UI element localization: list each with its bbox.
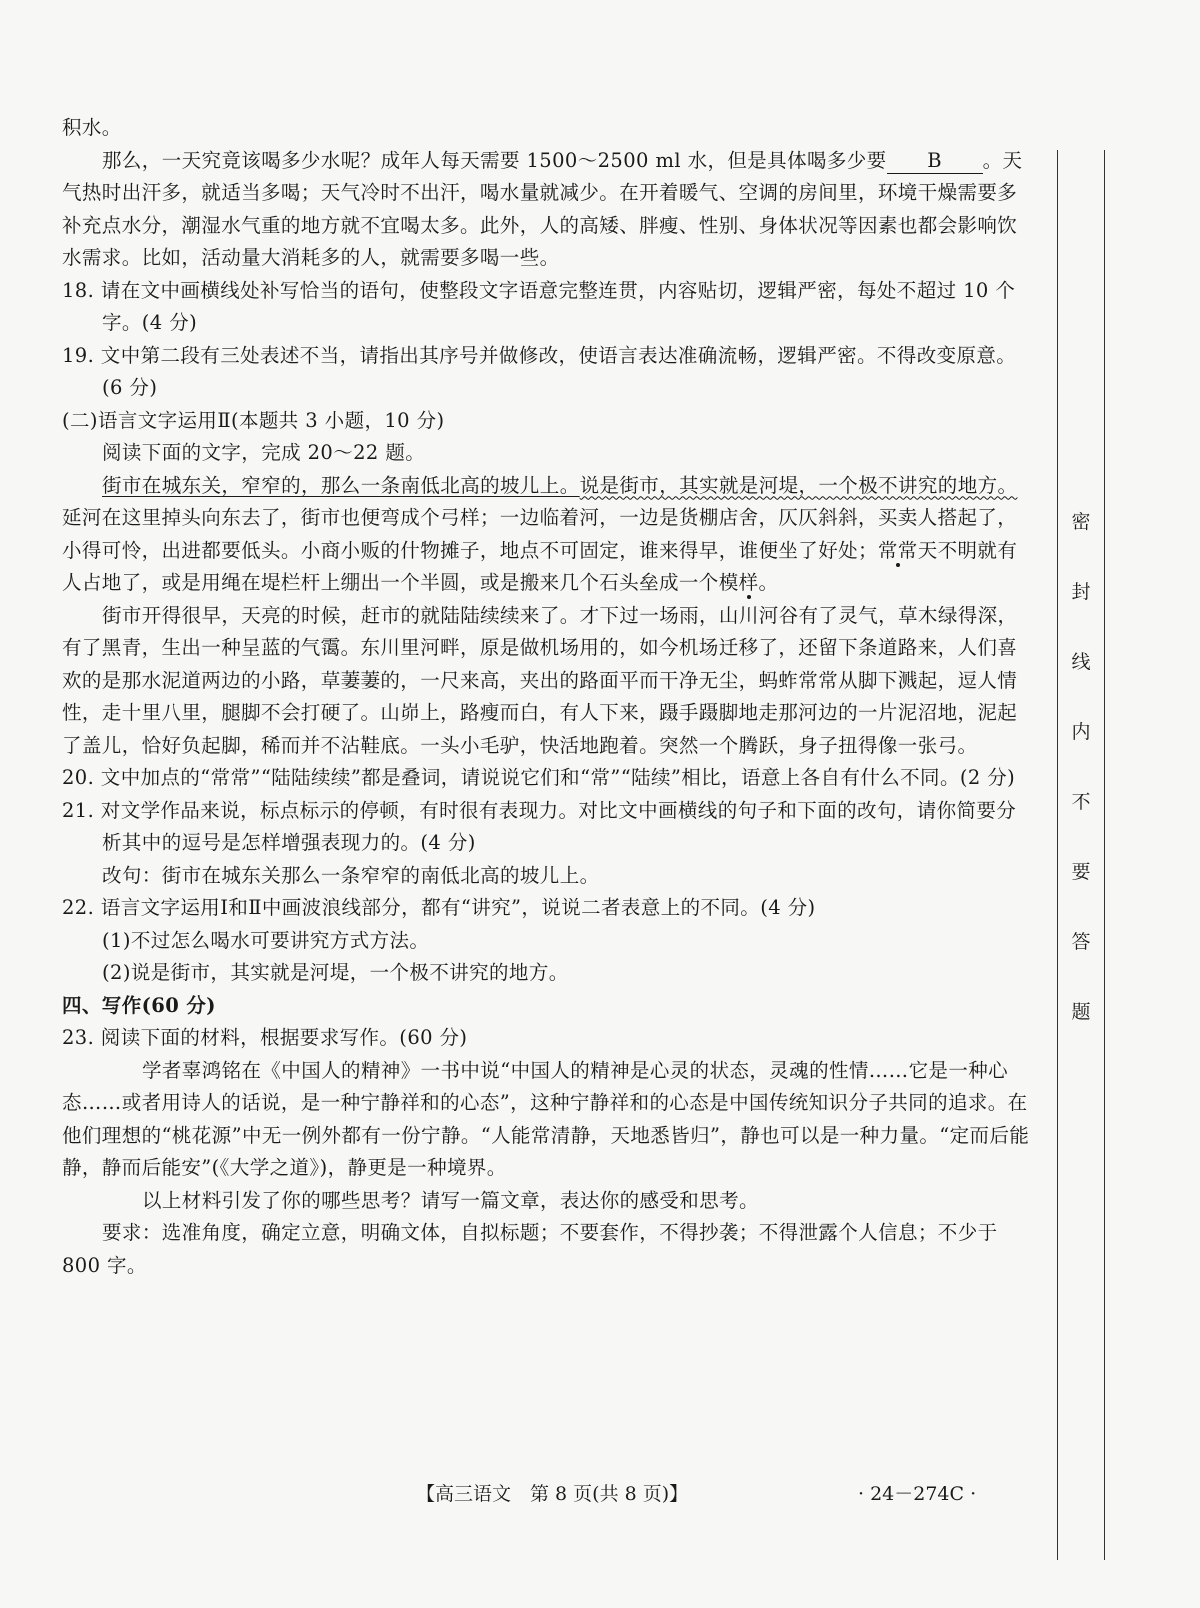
seal-char: 内 — [1071, 721, 1091, 743]
section-2-instruction: 阅读下面的文字，完成 20～22 题。 — [102, 441, 426, 464]
dotted-char: 样 — [738, 571, 759, 594]
passage-text: 。 — [758, 571, 779, 594]
seal-char: 密 — [1071, 511, 1091, 533]
passage-paragraph-1 — [62, 470, 1030, 600]
passage-text: 街市开得很早，天亮的时候，赶市的就 — [102, 603, 441, 627]
underlined-sentence: 街市在城东关，窄窄的，那么一条南低北高的坡儿上。 — [102, 473, 580, 497]
writing-requirements: 要求：选准角度，确定立意，明确文体，自拟标题；不要套作，不得抄袭；不得泄露个人信息；不少于 800 字。 — [62, 1221, 998, 1277]
question-21: 21. 对文学作品来说，标点标示的停顿，有时很有表现力。对比文中画横线的句子和下面的改句，请你简要分析其中的逗号是怎样增强表现力的。(4 分) — [62, 798, 1017, 854]
page-content — [62, 112, 1030, 1282]
wavy-underlined-sentence: 说是街市，其实就是河堤，一个极不讲究的地方。 — [579, 473, 1018, 497]
paragraph-water-end: 积水。 — [62, 116, 122, 139]
dotted-word-changchang: 常常 — [877, 538, 918, 562]
writing-material: 学者辜鸿铭在《中国人的精神》一书中说“中国人的精神是心灵的状态，灵魂的性情……它是一种心态……或者用诗人的话说，是一种宁静祥和的心态”，这种宁静祥和的心态是中国传统知识分子共同的追求。在他们理想的“桃花源”中无一例外都有一份宁静。“人能常清静，天地悉皆归”，静也可以是一种力量。“定而后能静，静而后能安”(《大学之道》)，静更是一种境界。 — [62, 1058, 1030, 1179]
question-22-item-1: (1)不过怎么喝水可要讲究方式方法。 — [102, 928, 430, 952]
paragraph-text: 那么，一天究竟该喝多少水呢？成年人每天需要 1500～2500 ml 水，但是具体喝多少要 — [102, 148, 887, 172]
question-21-revised-sentence: 改句：街市在城东关那么一条窄窄的南低北高的坡儿上。 — [102, 863, 600, 887]
seal-char: 答 — [1071, 931, 1091, 953]
writing-prompt: 以上材料引发了你的哪些思考？请写一篇文章，表达你的感受和思考。 — [142, 1188, 759, 1212]
passage-text: 来了。才下过一场雨，山川河谷有了灵气，草木绿得深，有了黑青，生出一种呈蓝的气霭。东川里河畔，原是做机场用的，如今机场迁移了，还留下条道路来，人们喜欢的是那水泥道两边的小路，草萋萋的，一尺来高，夹出的路面平而干净无尘，蚂蚱常常从脚下溅起，逗人情性，走十里八里，腿脚不会打硬了。山峁上，路瘦而白，有人下来，蹑手蹑脚地走那河边的一片泥沼地，泥起了盖儿，恰好负起脚，稀而并不沾鞋底。一头小毛驴，快活地跑着。突然一个腾跃，身子扭得像一张弓。 — [62, 603, 1018, 757]
paragraph-text: 。天气热时出汗多，就适当多喝；天气冷时不出汗，喝水量就减少。在开着暖气、空调的房间里，环境干燥需要多补充点水分，潮湿水气重的地方就不宜喝太多。此外，人的高矮、胖瘦、性别、身体状况等因素也都会影响饮水需求。比如，活动量大消耗多的人，就需要多喝一些。 — [62, 148, 1023, 269]
footer-exam-code: · 24－274C · — [858, 1483, 977, 1505]
seal-char: 线 — [1071, 651, 1091, 673]
question-19: 19. 文中第二段有三处表述不当，请指出其序号并做修改，使语言表达准确流畅，逻辑严密。不得改变原意。(6 分) — [62, 343, 1017, 399]
seal-line-notice — [1068, 510, 1094, 1070]
seal-char: 要 — [1071, 861, 1091, 883]
seal-char: 封 — [1071, 581, 1091, 603]
section-4-heading: 四、写作(60 分) — [62, 993, 216, 1017]
dotted-word-luluxuxu: 陆陆续续 — [440, 603, 520, 627]
section-2-heading: (二)语言文字运用Ⅱ(本题共 3 小题，10 分) — [62, 408, 445, 432]
passage-paragraph-2 — [62, 600, 1030, 763]
paragraph-drinking-amount — [62, 145, 1030, 275]
question-23: 23. 阅读下面的材料，根据要求写作。(60 分) — [62, 1026, 468, 1049]
footer-page-info: 【高三语文 第 8 页(共 8 页)】 — [416, 1483, 689, 1505]
seal-char: 不 — [1071, 791, 1091, 813]
question-18: 18. 请在文中画横线处补写恰当的语句，使整段文字语意完整连贯，内容贴切，逻辑严密，每处不超过 10 个字。(4 分) — [62, 278, 1016, 334]
passage-text: 延河在这里掉头向东去了，街市也便弯成个弓样；一边临着河，一边是货棚店舍，仄仄斜斜，买卖人搭起了，小得可怜，出进都要低头。小商小贩的什物摊子，地点不可固定，谁来得早，谁便坐了好处； — [62, 506, 1018, 562]
seal-char: 题 — [1071, 1001, 1091, 1023]
passage-text: 天不明就有人占地了，或是用绳在堤栏杆上绷出一个半圆，或是搬来几个石头垒成一个模 — [62, 538, 1018, 594]
seal-line-left — [1057, 150, 1058, 1560]
question-22-item-2: (2)说是街市，其实就是河堤，一个极不讲究的地方。 — [102, 961, 569, 984]
question-22: 22. 语言文字运用Ⅰ和Ⅱ中画波浪线部分，都有“讲究”，说说二者表意上的不同。(4 分) — [62, 896, 816, 919]
seal-line-right — [1104, 150, 1105, 1560]
page-footer — [0, 1479, 1200, 1509]
question-20: 20. 文中加点的“常常”“陆陆续续”都是叠词，请说说它们和“常”“陆续”相比，语意上各自有什么不同。(2 分) — [62, 766, 1016, 789]
fill-blank-b: B — [887, 149, 983, 174]
